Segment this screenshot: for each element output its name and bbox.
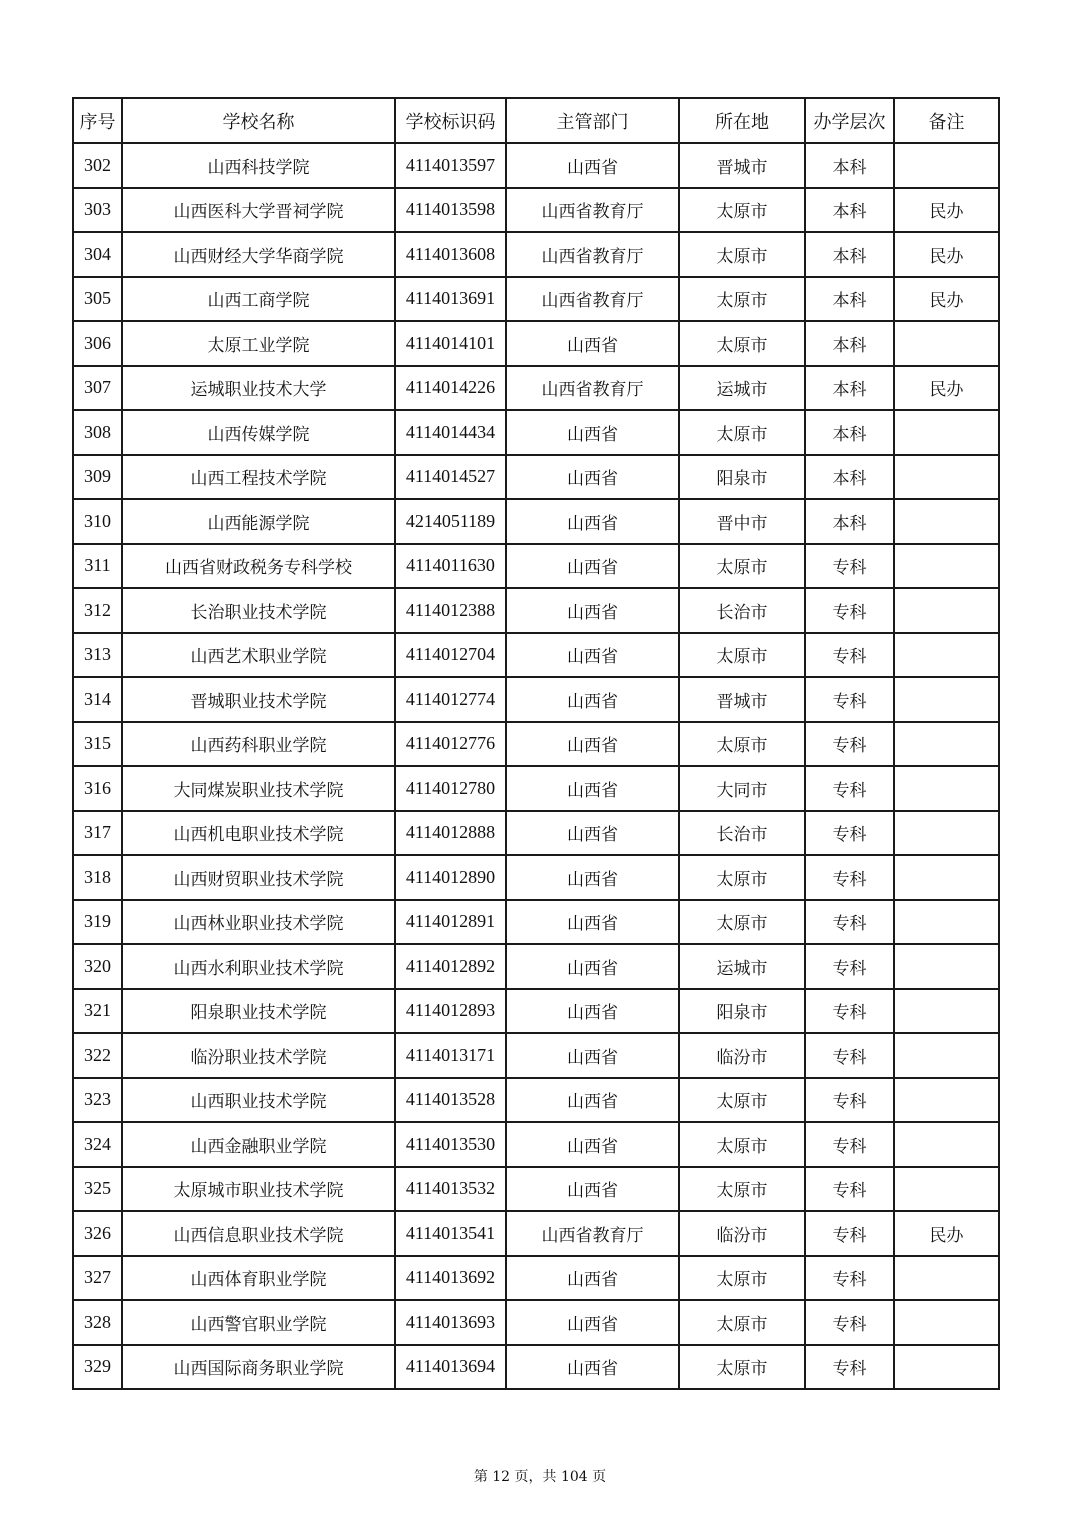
table-row [73, 855, 999, 900]
cell-location: 太原市 [679, 321, 805, 366]
cell-school-name: 阳泉职业技术学院 [122, 989, 395, 1034]
cell-school-name: 山西机电职业技术学院 [122, 811, 395, 856]
table-row [73, 1122, 999, 1167]
cell-school-code: 4114011630 [395, 544, 506, 589]
cell-index: 314 [73, 677, 122, 722]
table-row [73, 499, 999, 544]
cell-school-name: 太原城市职业技术学院 [122, 1167, 395, 1212]
cell-department: 山西省 [506, 944, 679, 989]
cell-level: 本科 [805, 455, 894, 500]
cell-location: 阳泉市 [679, 455, 805, 500]
cell-department: 山西省教育厅 [506, 232, 679, 277]
cell-school-name: 山西水利职业技术学院 [122, 944, 395, 989]
cell-remarks [894, 588, 999, 633]
cell-location: 太原市 [679, 900, 805, 945]
cell-remarks [894, 1122, 999, 1167]
cell-school-code: 4114013694 [395, 1345, 506, 1390]
cell-department: 山西省教育厅 [506, 366, 679, 411]
page-footer: 第 12 页，共 104 页 [473, 1469, 607, 1485]
cell-index: 321 [73, 989, 122, 1034]
cell-school-code: 4114014434 [395, 410, 506, 455]
cell-department: 山西省 [506, 1345, 679, 1390]
cell-school-code: 4114012776 [395, 722, 506, 767]
table-row [73, 277, 999, 322]
cell-index: 327 [73, 1256, 122, 1301]
header-cell-level: 办学层次 [805, 98, 894, 143]
cell-location: 运城市 [679, 366, 805, 411]
cell-location: 阳泉市 [679, 989, 805, 1034]
cell-department: 山西省 [506, 722, 679, 767]
cell-remarks [894, 1078, 999, 1123]
cell-location: 太原市 [679, 1122, 805, 1167]
cell-department: 山西省 [506, 989, 679, 1034]
cell-school-name: 山西工程技术学院 [122, 455, 395, 500]
cell-remarks [894, 544, 999, 589]
cell-level: 本科 [805, 366, 894, 411]
cell-index: 318 [73, 855, 122, 900]
cell-department: 山西省 [506, 143, 679, 188]
cell-remarks [894, 1167, 999, 1212]
cell-school-code: 4114012388 [395, 588, 506, 633]
cell-location: 晋城市 [679, 677, 805, 722]
table-row [73, 811, 999, 856]
header-row [73, 98, 999, 143]
cell-school-name: 山西传媒学院 [122, 410, 395, 455]
cell-index: 325 [73, 1167, 122, 1212]
cell-school-name: 山西财经大学华商学院 [122, 232, 395, 277]
cell-remarks [894, 1256, 999, 1301]
header-cell-location: 所在地 [679, 98, 805, 143]
cell-index: 328 [73, 1300, 122, 1345]
cell-school-code: 4114013597 [395, 143, 506, 188]
cell-remarks [894, 944, 999, 989]
cell-department: 山西省 [506, 900, 679, 945]
cell-department: 山西省 [506, 811, 679, 856]
table-row [73, 989, 999, 1034]
cell-level: 专科 [805, 544, 894, 589]
cell-location: 太原市 [679, 1345, 805, 1390]
cell-level: 专科 [805, 1345, 894, 1390]
table-row [73, 633, 999, 678]
cell-remarks: 民办 [894, 366, 999, 411]
table-row [73, 188, 999, 233]
cell-index: 309 [73, 455, 122, 500]
cell-index: 326 [73, 1211, 122, 1256]
cell-location: 运城市 [679, 944, 805, 989]
cell-index: 311 [73, 544, 122, 589]
cell-index: 315 [73, 722, 122, 767]
table-row [73, 1167, 999, 1212]
cell-location: 太原市 [679, 1167, 805, 1212]
cell-department: 山西省 [506, 455, 679, 500]
cell-school-code: 4114013691 [395, 277, 506, 322]
cell-school-code: 4114014226 [395, 366, 506, 411]
cell-remarks [894, 1033, 999, 1078]
cell-level: 专科 [805, 722, 894, 767]
cell-department: 山西省 [506, 1300, 679, 1345]
cell-level: 专科 [805, 633, 894, 678]
cell-school-code: 4114012774 [395, 677, 506, 722]
table-row [73, 1078, 999, 1123]
cell-location: 临汾市 [679, 1211, 805, 1256]
school-list-table [72, 97, 1000, 1390]
cell-remarks: 民办 [894, 277, 999, 322]
cell-location: 长治市 [679, 588, 805, 633]
cell-school-name: 山西医科大学晋祠学院 [122, 188, 395, 233]
cell-department: 山西省 [506, 633, 679, 678]
cell-index: 329 [73, 1345, 122, 1390]
cell-department: 山西省 [506, 499, 679, 544]
header-cell-school-name: 学校名称 [122, 98, 395, 143]
cell-location: 太原市 [679, 1256, 805, 1301]
cell-school-code: 4214051189 [395, 499, 506, 544]
cell-school-name: 山西警官职业学院 [122, 1300, 395, 1345]
cell-remarks [894, 766, 999, 811]
cell-school-name: 山西职业技术学院 [122, 1078, 395, 1123]
table-row [73, 1345, 999, 1390]
cell-school-name: 山西省财政税务专科学校 [122, 544, 395, 589]
cell-department: 山西省教育厅 [506, 188, 679, 233]
cell-remarks: 民办 [894, 188, 999, 233]
cell-remarks [894, 143, 999, 188]
cell-remarks [894, 1345, 999, 1390]
cell-remarks [894, 900, 999, 945]
cell-school-code: 4114012704 [395, 633, 506, 678]
cell-level: 专科 [805, 1033, 894, 1078]
cell-department: 山西省 [506, 766, 679, 811]
cell-school-code: 4114013171 [395, 1033, 506, 1078]
cell-location: 太原市 [679, 188, 805, 233]
cell-level: 专科 [805, 900, 894, 945]
cell-remarks [894, 321, 999, 366]
cell-location: 太原市 [679, 633, 805, 678]
cell-school-name: 山西药科职业学院 [122, 722, 395, 767]
cell-department: 山西省 [506, 1033, 679, 1078]
cell-department: 山西省 [506, 855, 679, 900]
header-cell-department: 主管部门 [506, 98, 679, 143]
cell-remarks [894, 677, 999, 722]
cell-school-name: 晋城职业技术学院 [122, 677, 395, 722]
cell-level: 专科 [805, 811, 894, 856]
cell-department: 山西省 [506, 321, 679, 366]
cell-index: 319 [73, 900, 122, 945]
cell-school-name: 山西信息职业技术学院 [122, 1211, 395, 1256]
cell-school-name: 山西能源学院 [122, 499, 395, 544]
cell-remarks [894, 722, 999, 767]
cell-index: 302 [73, 143, 122, 188]
cell-department: 山西省 [506, 544, 679, 589]
table-row [73, 1211, 999, 1256]
cell-level: 专科 [805, 1167, 894, 1212]
cell-index: 313 [73, 633, 122, 678]
cell-remarks [894, 410, 999, 455]
table-row [73, 722, 999, 767]
cell-index: 312 [73, 588, 122, 633]
cell-school-code: 4114013530 [395, 1122, 506, 1167]
cell-level: 本科 [805, 143, 894, 188]
cell-department: 山西省教育厅 [506, 1211, 679, 1256]
cell-level: 本科 [805, 232, 894, 277]
cell-index: 303 [73, 188, 122, 233]
cell-level: 专科 [805, 989, 894, 1034]
cell-remarks [894, 989, 999, 1034]
table-row [73, 588, 999, 633]
cell-school-name: 山西科技学院 [122, 143, 395, 188]
cell-department: 山西省 [506, 1078, 679, 1123]
cell-school-name: 山西体育职业学院 [122, 1256, 395, 1301]
cell-school-name: 运城职业技术大学 [122, 366, 395, 411]
cell-remarks [894, 455, 999, 500]
cell-school-name: 大同煤炭职业技术学院 [122, 766, 395, 811]
cell-index: 317 [73, 811, 122, 856]
cell-school-code: 4114013608 [395, 232, 506, 277]
cell-school-name: 山西金融职业学院 [122, 1122, 395, 1167]
cell-level: 专科 [805, 944, 894, 989]
cell-school-code: 4114014527 [395, 455, 506, 500]
cell-location: 太原市 [679, 277, 805, 322]
cell-remarks [894, 811, 999, 856]
cell-location: 临汾市 [679, 1033, 805, 1078]
table-body [73, 143, 999, 1389]
table-row [73, 1256, 999, 1301]
cell-school-code: 4114013532 [395, 1167, 506, 1212]
cell-location: 长治市 [679, 811, 805, 856]
cell-level: 本科 [805, 410, 894, 455]
cell-level: 专科 [805, 588, 894, 633]
cell-location: 晋城市 [679, 143, 805, 188]
cell-school-name: 山西工商学院 [122, 277, 395, 322]
cell-school-name: 山西国际商务职业学院 [122, 1345, 395, 1390]
table-header [73, 98, 999, 143]
cell-location: 太原市 [679, 1300, 805, 1345]
header-cell-index: 序号 [73, 98, 122, 143]
cell-remarks: 民办 [894, 232, 999, 277]
cell-level: 专科 [805, 766, 894, 811]
header-cell-remarks: 备注 [894, 98, 999, 143]
cell-department: 山西省 [506, 410, 679, 455]
cell-level: 本科 [805, 499, 894, 544]
cell-index: 305 [73, 277, 122, 322]
cell-remarks: 民办 [894, 1211, 999, 1256]
cell-department: 山西省 [506, 677, 679, 722]
cell-remarks [894, 855, 999, 900]
cell-index: 310 [73, 499, 122, 544]
header-cell-school-code: 学校标识码 [395, 98, 506, 143]
cell-department: 山西省 [506, 1167, 679, 1212]
cell-location: 晋中市 [679, 499, 805, 544]
table-row [73, 455, 999, 500]
table-row [73, 232, 999, 277]
cell-level: 专科 [805, 1078, 894, 1123]
cell-school-name: 长治职业技术学院 [122, 588, 395, 633]
cell-level: 本科 [805, 321, 894, 366]
cell-index: 306 [73, 321, 122, 366]
table-row [73, 900, 999, 945]
cell-location: 大同市 [679, 766, 805, 811]
cell-index: 307 [73, 366, 122, 411]
cell-index: 322 [73, 1033, 122, 1078]
cell-location: 太原市 [679, 410, 805, 455]
cell-school-code: 4114012892 [395, 944, 506, 989]
cell-school-code: 4114013692 [395, 1256, 506, 1301]
cell-school-code: 4114013528 [395, 1078, 506, 1123]
cell-school-name: 山西财贸职业技术学院 [122, 855, 395, 900]
table-row [73, 944, 999, 989]
cell-department: 山西省 [506, 588, 679, 633]
cell-remarks [894, 499, 999, 544]
cell-index: 316 [73, 766, 122, 811]
cell-school-code: 4114012890 [395, 855, 506, 900]
cell-school-name: 太原工业学院 [122, 321, 395, 366]
table-row [73, 1033, 999, 1078]
cell-level: 专科 [805, 1211, 894, 1256]
table-row [73, 143, 999, 188]
cell-level: 专科 [805, 1122, 894, 1167]
cell-index: 324 [73, 1122, 122, 1167]
cell-index: 308 [73, 410, 122, 455]
cell-remarks [894, 1300, 999, 1345]
cell-location: 太原市 [679, 232, 805, 277]
cell-school-name: 临汾职业技术学院 [122, 1033, 395, 1078]
table-row [73, 677, 999, 722]
table-row [73, 766, 999, 811]
cell-school-code: 4114013693 [395, 1300, 506, 1345]
cell-level: 本科 [805, 188, 894, 233]
cell-level: 专科 [805, 1300, 894, 1345]
cell-remarks [894, 633, 999, 678]
cell-level: 专科 [805, 1256, 894, 1301]
cell-department: 山西省 [506, 1256, 679, 1301]
cell-school-code: 4114012780 [395, 766, 506, 811]
table-row [73, 366, 999, 411]
cell-school-code: 4114013598 [395, 188, 506, 233]
cell-school-code: 4114014101 [395, 321, 506, 366]
cell-school-name: 山西林业职业技术学院 [122, 900, 395, 945]
cell-location: 太原市 [679, 544, 805, 589]
cell-department: 山西省教育厅 [506, 277, 679, 322]
table-row [73, 410, 999, 455]
cell-department: 山西省 [506, 1122, 679, 1167]
cell-school-code: 4114013541 [395, 1211, 506, 1256]
cell-level: 专科 [805, 855, 894, 900]
cell-index: 304 [73, 232, 122, 277]
cell-index: 320 [73, 944, 122, 989]
cell-school-code: 4114012893 [395, 989, 506, 1034]
cell-level: 本科 [805, 277, 894, 322]
cell-index: 323 [73, 1078, 122, 1123]
cell-school-code: 4114012888 [395, 811, 506, 856]
cell-school-name: 山西艺术职业学院 [122, 633, 395, 678]
cell-school-code: 4114012891 [395, 900, 506, 945]
cell-location: 太原市 [679, 855, 805, 900]
cell-level: 专科 [805, 677, 894, 722]
table-row [73, 1300, 999, 1345]
cell-location: 太原市 [679, 1078, 805, 1123]
table-row [73, 544, 999, 589]
table-row [73, 321, 999, 366]
cell-location: 太原市 [679, 722, 805, 767]
